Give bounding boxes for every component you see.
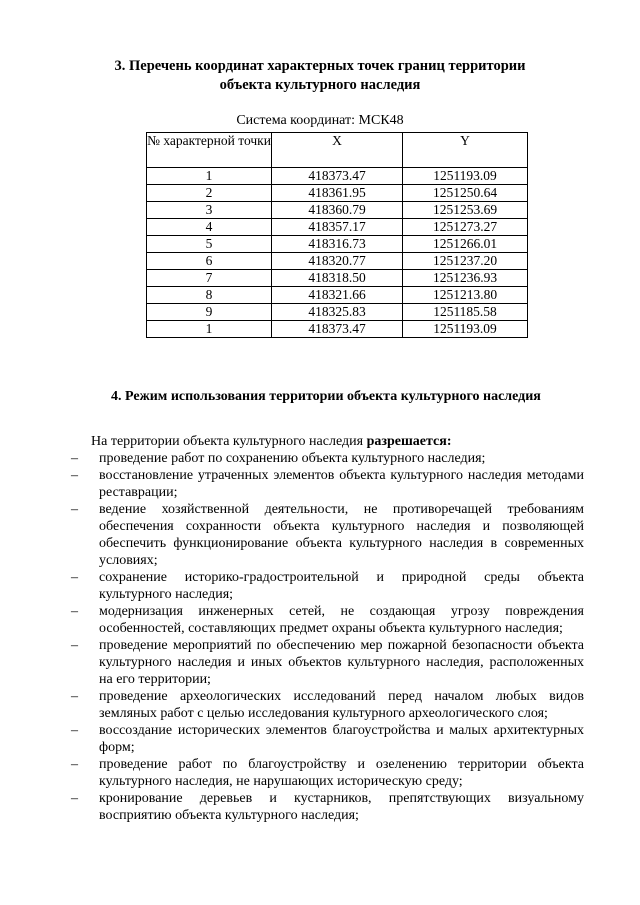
header-y: Y [403,133,528,168]
cell-x: 418316.73 [272,236,403,253]
coordinates-table [146,132,528,338]
list-item [0,450,640,467]
cell-point: 8 [147,287,272,304]
list-item-text: проведение работ по сохранению объекта культурного наследия; [99,451,486,466]
table-row [147,219,528,236]
cell-y: 1251273.27 [403,219,528,236]
list-item-text: проведение мероприятий по обеспечению мер пожарной безопасности объекта культурного наследия и иных объектов культурного наследия, расположенных на его территории; [99,638,584,687]
cell-point: 3 [147,202,272,219]
table-row [147,236,528,253]
table-row [147,321,528,338]
cell-point: 7 [147,270,272,287]
intro-text: На территории объекта культурного наследия [91,434,367,449]
list-item-text: проведение работ по благоустройству и озеленению территории объекта культурного наследия, не нарушающих историческую среду; [99,757,584,789]
dash-marker: – [71,757,78,772]
list-item [0,756,640,790]
table-row [147,287,528,304]
cell-y: 1251236.93 [403,270,528,287]
table-row [147,185,528,202]
dash-marker: – [71,604,78,619]
header-point-number: № характерной точки [147,133,272,168]
cell-point: 1 [147,168,272,185]
list-item [0,501,640,569]
list-item-text: ведение хозяйственной деятельности, не противоречащей требованиям обеспечения сохранности объекта культурного наследия и позволяющей обеспечить функционирование объекта культурного наследия в современных условиях; [99,502,584,568]
table-row [147,304,528,321]
cell-x: 418360.79 [272,202,403,219]
list-item [0,569,640,603]
cell-y: 1251250.64 [403,185,528,202]
table-row [147,168,528,185]
list-item-text: проведение археологических исследований перед началом любых видов земляных работ с целью исследования культурного археологического слоя; [99,689,584,721]
dash-marker: – [71,791,78,806]
cell-y: 1251253.69 [403,202,528,219]
list-item [0,603,640,637]
cell-point: 9 [147,304,272,321]
header-x: X [272,133,403,168]
cell-point: 5 [147,236,272,253]
cell-x: 418373.47 [272,168,403,185]
section4-title: 4. Режим использования территории объекта культурного наследия [111,389,541,404]
section3-title-line2: объекта культурного наследия [219,77,421,93]
cell-x: 418357.17 [272,219,403,236]
dash-marker: – [71,451,78,466]
list-item [0,467,640,501]
list-item-text: модернизация инженерных сетей, не создающая угрозу повреждения особенностей, составляющих предмет охраны объекта культурного наследия; [99,604,584,636]
cell-y: 1251266.01 [403,236,528,253]
permitted-activities-list [0,450,640,824]
cell-x: 418373.47 [272,321,403,338]
cell-x: 418321.66 [272,287,403,304]
coordinate-system-label: Система координат: МСК48 [236,113,404,128]
table-row [147,202,528,219]
cell-y: 1251185.58 [403,304,528,321]
intro-bold: разрешается: [366,434,452,449]
section3-title-line1: 3. Перечень координат характерных точек границ территории [114,58,526,74]
cell-point: 4 [147,219,272,236]
cell-x: 418318.50 [272,270,403,287]
cell-y: 1251237.20 [403,253,528,270]
cell-x: 418325.83 [272,304,403,321]
cell-y: 1251193.09 [403,168,528,185]
cell-y: 1251193.09 [403,321,528,338]
dash-marker: – [71,570,78,585]
cell-x: 418361.95 [272,185,403,202]
table-row [147,253,528,270]
dash-marker: – [71,468,78,483]
list-item [0,637,640,688]
cell-point: 1 [147,321,272,338]
dash-marker: – [71,502,78,517]
table-row [147,270,528,287]
dash-marker: – [71,689,78,704]
cell-point: 2 [147,185,272,202]
section4-intro [91,433,452,450]
cell-point: 6 [147,253,272,270]
dash-marker: – [71,723,78,738]
list-item [0,688,640,722]
list-item-text: восстановление утраченных элементов объекта культурного наследия методами реставрации; [99,468,584,500]
dash-marker: – [71,638,78,653]
list-item-text: воссоздание исторических элементов благоустройства и малых архитектурных форм; [99,723,584,755]
list-item-text: сохранение историко-градостроительной и природной среды объекта культурного наследия; [99,570,584,602]
list-item-text: кронирование деревьев и кустарников, препятствующих визуальному восприятию объекта культурного наследия; [99,791,584,823]
table-header-row [147,133,528,168]
list-item [0,722,640,756]
cell-x: 418320.77 [272,253,403,270]
list-item [0,790,640,824]
cell-y: 1251213.80 [403,287,528,304]
